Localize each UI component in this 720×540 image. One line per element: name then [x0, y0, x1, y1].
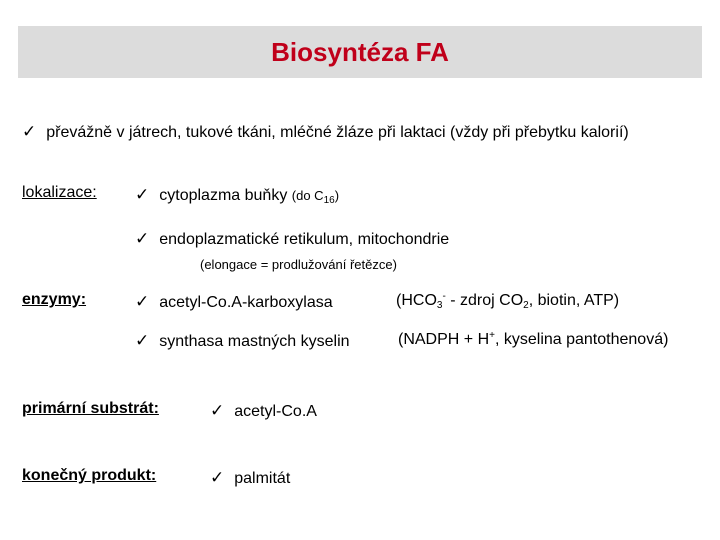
product-label: konečný produkt: [22, 467, 157, 484]
cytoplasm-note: (do $C_{16}$) [291, 188, 340, 206]
enzyme-fas-cofactors: (NADPH + H+, kyselina pantothenová) [398, 330, 669, 348]
check-icon: ✓ [135, 229, 150, 248]
intro-text: převážně v játrech, tukové tkáni, mléčné žláze při laktaci (vždy při přebytku kalorií) [46, 124, 629, 141]
elongation-note: (elongace = prodlužování řetězce) [200, 257, 397, 272]
enzyme-acc-name: acetyl-Co.A-karboxylasa [159, 294, 333, 311]
product-value: palmitát [234, 470, 291, 487]
enzyme-acc-cofactors: ($HCO_3^-$ - zdroj $CO_2$, biotin, ATP) [396, 291, 620, 311]
enzyme-fas [135, 331, 350, 351]
check-icon: ✓ [22, 122, 37, 141]
localization-item-er [135, 229, 449, 249]
check-icon: ✓ [135, 331, 150, 350]
localization-item-cytoplasm [135, 185, 339, 205]
substrate-value: acetyl-Co.A [234, 403, 317, 420]
er-text: endoplazmatické retikulum, mitochondrie [159, 231, 450, 248]
substrate-row [210, 401, 317, 421]
product-row [210, 468, 290, 488]
title-bar [18, 26, 702, 78]
enzymes-label: enzymy: [22, 291, 87, 308]
localization-label: lokalizace: [22, 184, 97, 201]
intro-row [22, 122, 629, 142]
enzyme-acc [135, 292, 333, 312]
enzyme-fas-name: synthasa mastných kyselin [159, 333, 350, 350]
check-icon: ✓ [135, 292, 150, 311]
slide-title: Biosyntéza FA [271, 37, 449, 67]
substrate-label: primární substrát: [22, 400, 159, 417]
cytoplasm-text: cytoplazma buňky [159, 187, 288, 204]
check-icon: ✓ [210, 468, 225, 487]
check-icon: ✓ [135, 185, 150, 204]
check-icon: ✓ [210, 401, 225, 420]
